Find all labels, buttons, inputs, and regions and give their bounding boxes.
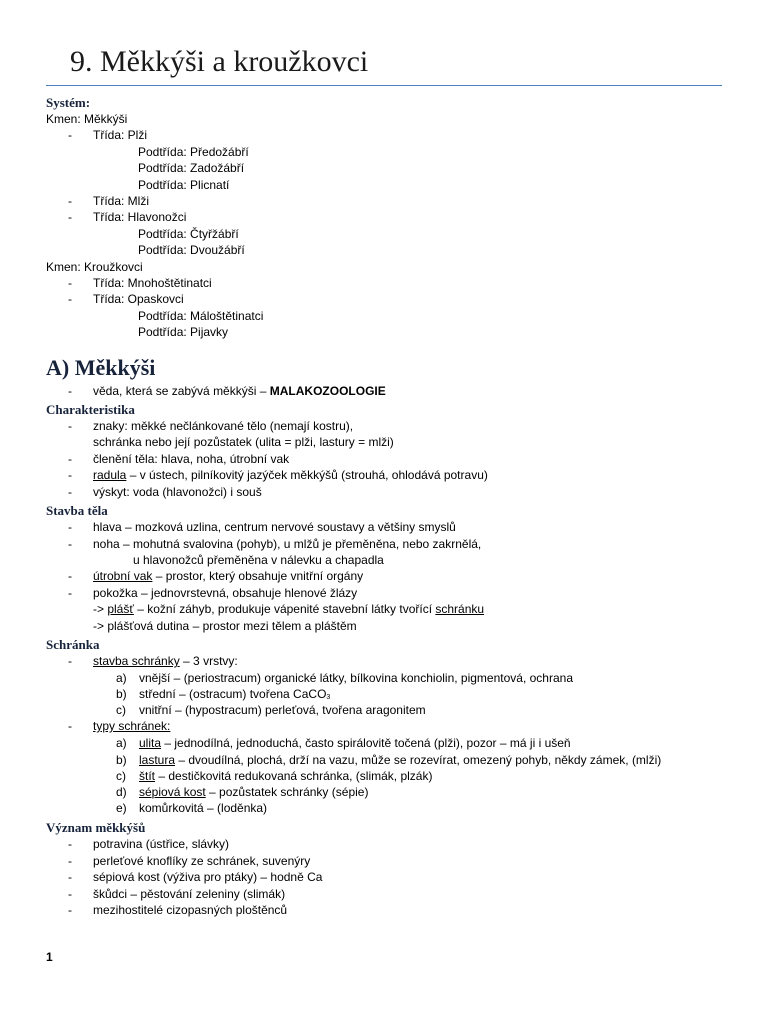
- system-heading: Systém:: [46, 95, 91, 110]
- schranka-heading: Schránka: [46, 637, 100, 652]
- page-number: 1: [46, 950, 53, 964]
- charakteristika-heading: Charakteristika: [46, 402, 135, 417]
- section-a-heading: A) Měkkýši: [46, 355, 156, 380]
- title-underline: [46, 85, 722, 86]
- document-page: 9. Měkkýši a kroužkovci Systém: Kmen: Měkkýši - Třída: Plži Podtřída: Předožábří Podtřída: Zadožábří Podtřída: Plicnatí - Třída: Mlži - Třída: Hlavonožci Podtřída: Čtyřžábří Podtřída: Dvoužábří Kmen: Kroužkovci - Třída: Mnohoštětinatci - Třída: Opaskovci Podtřída: Máloštětinatci Podtřída: Pijavky A) Měkkýši - věda, která se zabývá měkkýši – MALAKOZOOLOGIE Charakteristika - znaky: měkké nečlánkované tělo (nemají kostru), schránka nebo její pozůstatek (ulita = plži, lastury = mlži) - členění těla: hlava, noha, útrobní vak - radula – v ústech, pilníkovitý jazýček měkkýšů (strouhá, ohlodává potravu) - výskyt: voda (hlavonožci) i souš Stavba těla - hlava – mozková uzlina, centrum nervové soustavy a většiny smyslů - noha – mohutná svalovina (pohyb), u mlžů je přeměněna, nebo zakrnělá, u hlavonožců přeměněna v nálevku a chapadla - útrobní vak – prostor, který obsahuje vnitřní orgány - pokožka – jednovrstevná, obsahuje hlenové žlázy -> plášť – kožní záhyb, produkuje vápenité stavební látky tvořící schránku -> plášťová dutina – prostor mezi tělem a pláštěm Schránka - stavba schránky – 3 vrstvy: a) vnější – (periostracum) organické látky, bílkovina konchiolin, pigmentová, ochrana b) střední – (ostracum) tvořena CaCO$_3$ c) vnitřní – (hypostracum) perleťová, tvořena aragonitem - typy schránek: a) ulita – jednodílná, jednoduchá, často spirálovitě točená (plži), pozor – má ji i ušeň b) lastura – dvoudílná, plochá, drží na vazu, může se rozevírat, omezený pohyb, někdy zámek, (mlži) c) štít – destičkovitá redukovaná schránka, (slimák, plzák) d) sépiová kost – pozůstatek schránky (sépie) e) komůrkovitá – (loděnka) Význam měkkýšů - potravina (ústřice, slávky) - perleťové knoflíky ze schránek, suvenýry - sépiová kost (výživa pro ptáky) – hodně Ca - škůdci – pěstování zeleniny (slimák) - mezihostitelé cizopasných ploštěnců 1: [0, 0, 768, 1024]
- stavba-heading: Stavba těla: [46, 503, 108, 518]
- vyznam-heading: Význam měkkýšů: [46, 820, 146, 835]
- page-title: 9. Měkkýši a kroužkovci: [70, 45, 369, 78]
